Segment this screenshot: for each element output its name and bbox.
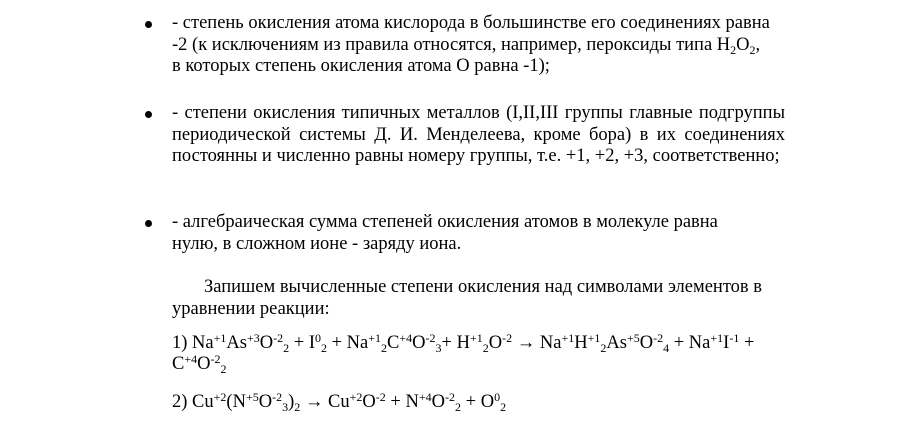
equation-line: 2) $Cu^{+2}(N^{+5}O^{-2}_3)_2 \to Cu^{+2}O^{-2} + N^{+4}O^{-2}_2 + O^0_2$ — [172, 390, 507, 414]
bullet-icon — [145, 220, 152, 227]
bullet-icon — [145, 21, 152, 28]
bullet-item-sum — [145, 212, 785, 255]
bullet-text — [172, 13, 785, 78]
bullet-text: - алгебраическая сумма степеней окисления атомов в молекуле равна нулю, в сложном ионе - заряду иона. — [172, 212, 718, 254]
intro-paragraph: Запишем вычисленные степени окисления над символами элементов в уравнении реакции: — [172, 277, 762, 319]
bullet-line: -2 (к исключениям из правила относятся, например, пероксиды типа $H_2O_2$, — [172, 34, 761, 57]
bullet-item-metals — [145, 103, 785, 168]
equation-line: $C^{+4}O^{-2}_2$ — [172, 352, 227, 376]
bullet-line: в которых степень окисления атома О равна -1); — [172, 56, 550, 76]
bullet-text: - степени окисления типичных металлов (I,II,III группы главные подгруппы периодической системы Д. И. Менделеева, кроме бора) в их соединениях постоянны и численно равны номеру группы, т.е. +1, +2, +3, соответственно; — [172, 103, 785, 166]
equation-2 — [172, 392, 812, 413]
bullet-line: - степень окисления атома кислорода в большинстве его соединениях равна — [172, 13, 770, 33]
bullet-item-oxygen — [145, 13, 785, 78]
equation-line: 1) $Na^{+1}As^{+3}O^{-2}_2 + I^0_2 + Na^{+1}_2C^{+4}O^{-2}_3+ H^{+1}_2O^{-2} \to Na^{+1}H^{+1}_2As^{+5}O^{-2}_4 + Na^{+1}I^{-1}$ + — [172, 331, 755, 355]
bullet-icon — [145, 111, 152, 118]
equation-1 — [172, 333, 812, 375]
